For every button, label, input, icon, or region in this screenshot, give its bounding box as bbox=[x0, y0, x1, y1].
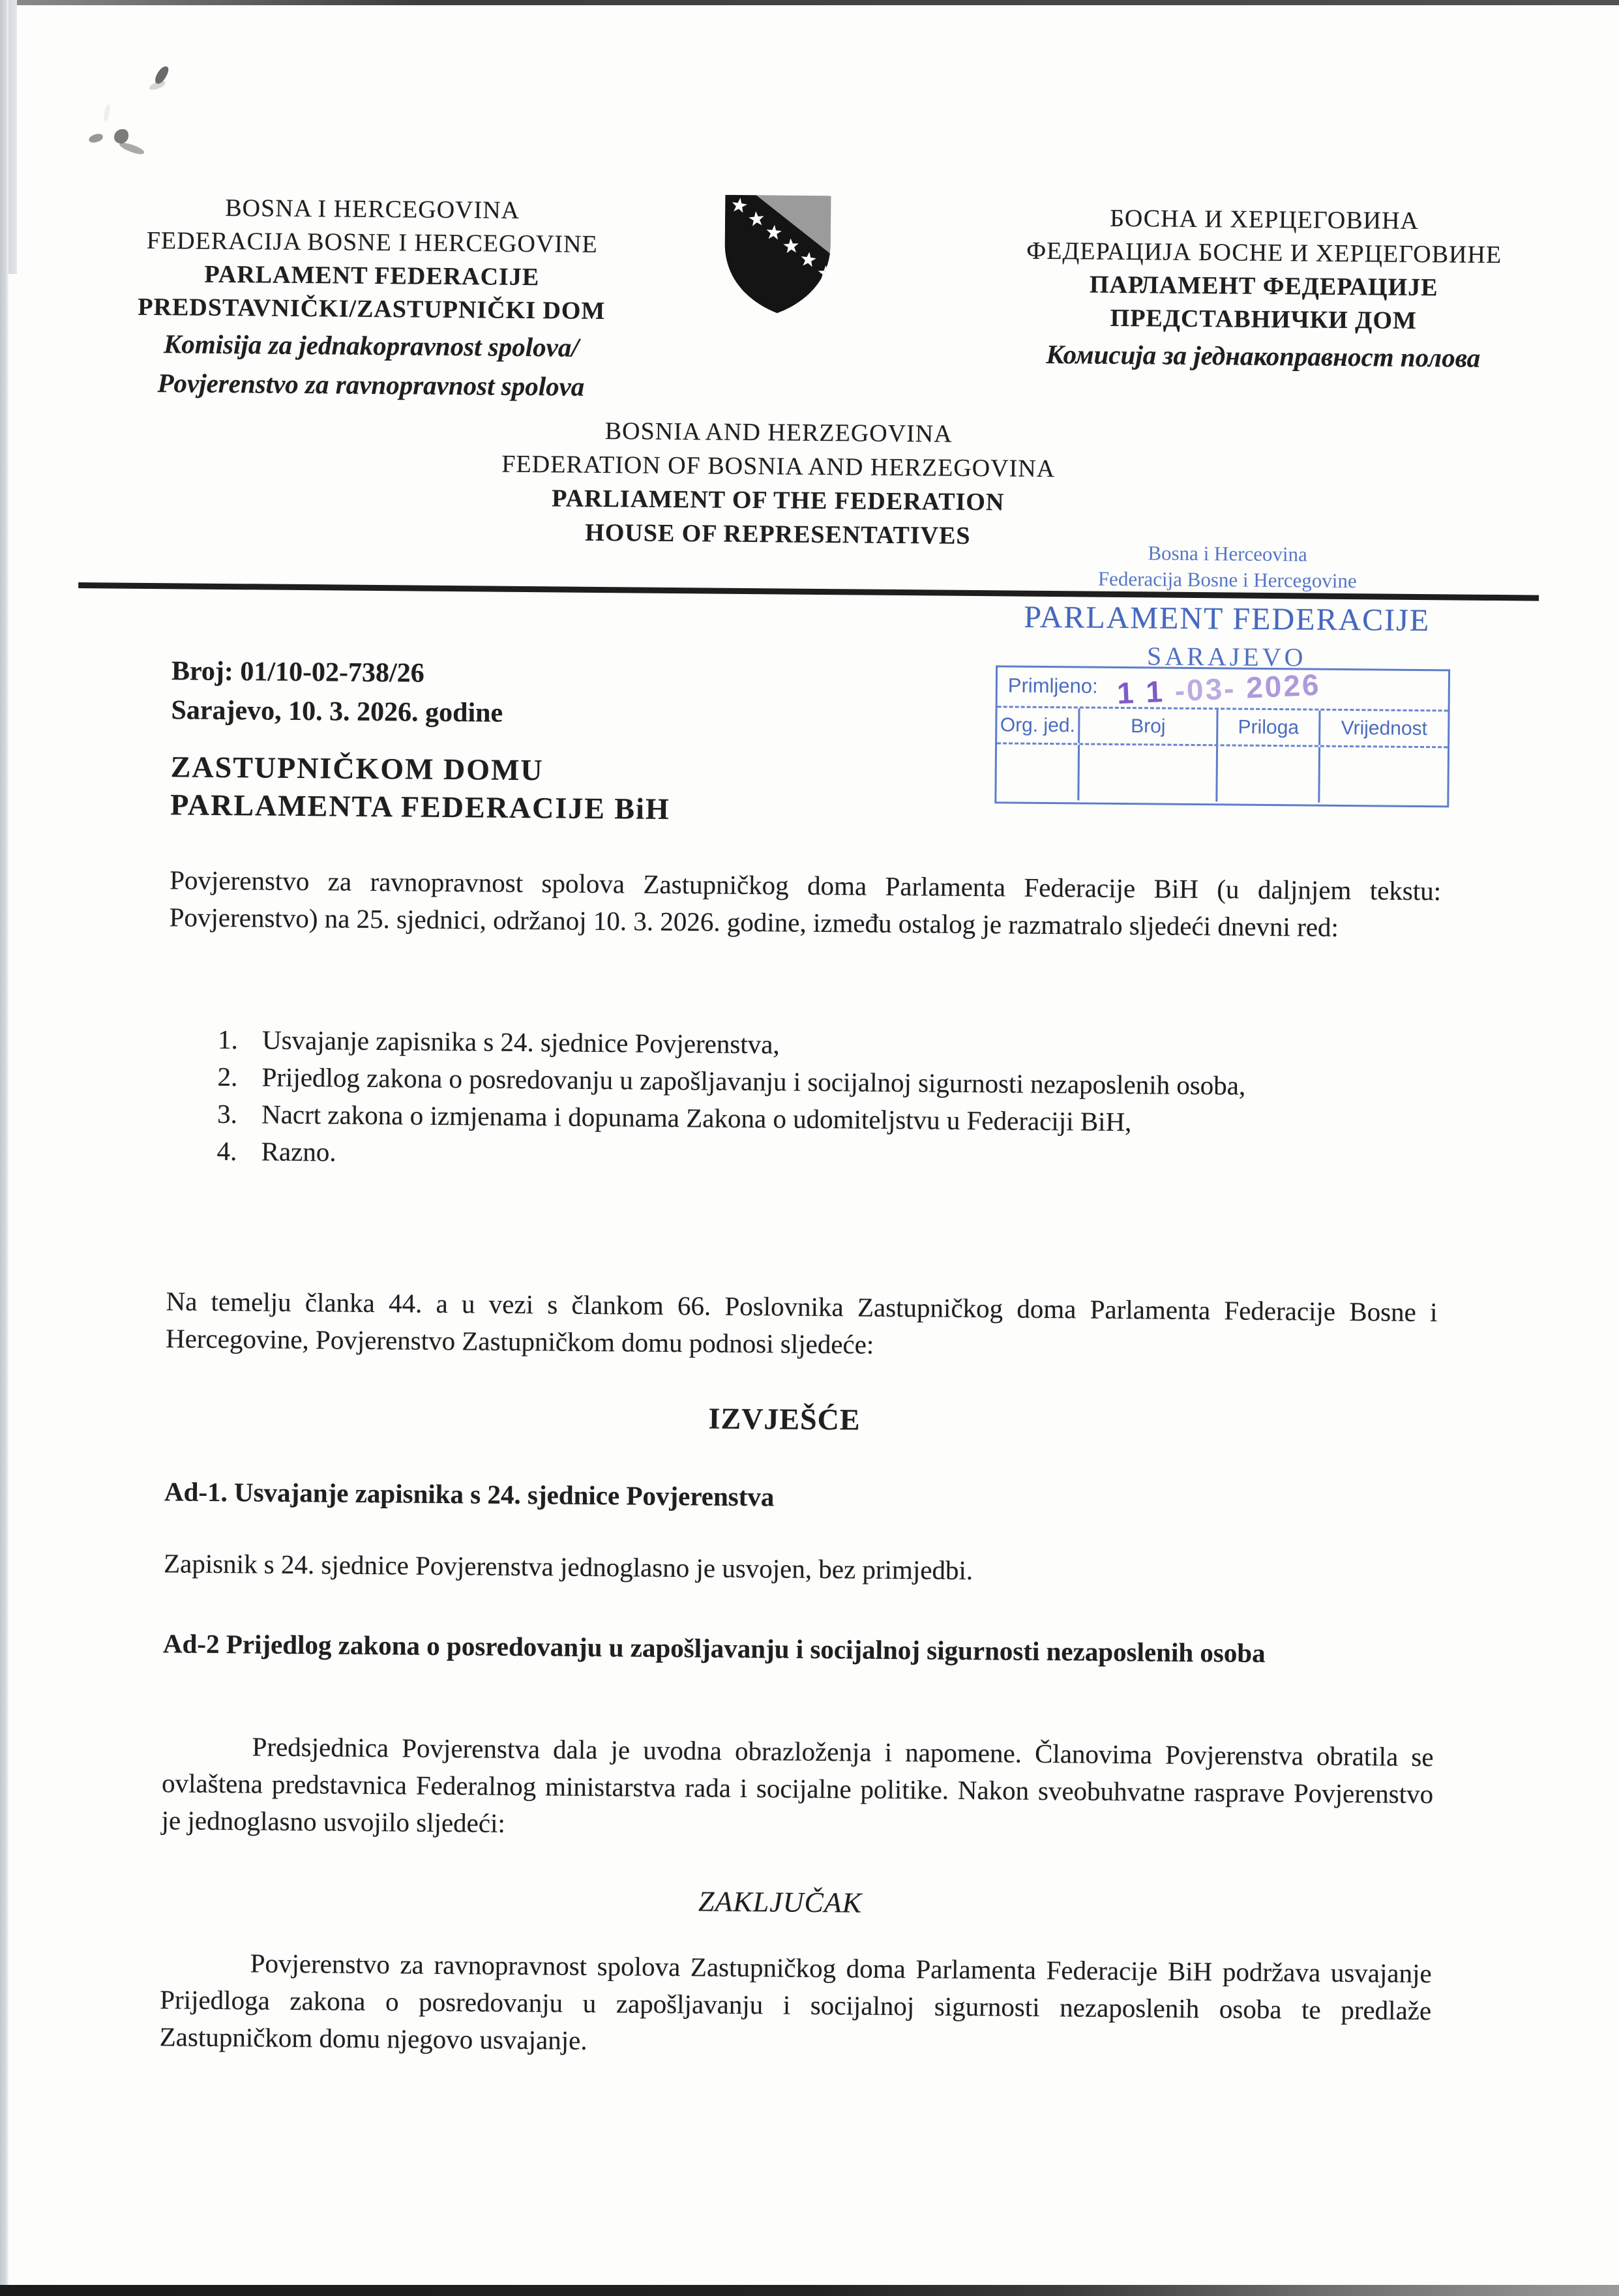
letterhead-line: БОСНА И ХЕРЦЕГОВИНА bbox=[1110, 204, 1419, 235]
date-stamp-year: 2026 bbox=[1245, 667, 1322, 705]
agenda-item-text: Nacrt zakona o izmjenama i dopunama Zakona o udomiteljstvu u Federaciji BiH, bbox=[261, 1099, 1132, 1137]
stamp-column-priloga: Priloga bbox=[1218, 709, 1320, 745]
stamp-cell-empty bbox=[996, 744, 1080, 800]
stamp-column-broj: Broj bbox=[1080, 708, 1218, 744]
stamp-received-label: Primljeno: bbox=[998, 667, 1449, 711]
conclusion-title: ZAKLJUČAK bbox=[698, 1885, 863, 1919]
letterhead-line: Komisija za jednakopravnost spolova/ bbox=[163, 329, 579, 363]
agenda-item-text: Usvajanje zapisnika s 24. sjednice Povjerenstva, bbox=[261, 1024, 780, 1060]
agenda-item-number: 4. bbox=[216, 1135, 237, 1167]
letterhead-line: PREDSTAVNIČKI/ZASTUPNIČKI DOM bbox=[138, 293, 606, 325]
bih-coat-of-arms-icon bbox=[719, 191, 837, 320]
legal-basis-paragraph: Na temelju članka 44. a u vezi s člankom 66. Poslovnika Zastupničkog doma Parlamenta Federacije Bosne i Hercegovine, Povjerenstvo Zastupničkom domu podnosi sljedeće: bbox=[165, 1286, 1438, 1360]
stamp-cell-empty bbox=[1079, 745, 1218, 801]
letterhead-line: BOSNA I HERCEGOVINA bbox=[225, 194, 520, 224]
place-and-date: Sarajevo, 10. 3. 2026. godine bbox=[171, 695, 503, 728]
letterhead-line: ПРЕДСТАВНИЧКИ ДОМ bbox=[1110, 304, 1418, 335]
stamp-cell-empty bbox=[1217, 746, 1320, 802]
letterhead-line: FEDERATION OF BOSNIA AND HERZEGOVINA bbox=[501, 450, 1056, 483]
agenda-item-text: Prijedlog zakona o posredovanju u zapošljavanju i socijalnoj sigurnosti nezaposlenih osoba, bbox=[261, 1062, 1246, 1101]
letterhead-line: Комисија за једнакоправност полова bbox=[1046, 338, 1481, 373]
recipient-line: ZASTUPNIČKOM DOMU bbox=[170, 750, 544, 787]
recipient-block bbox=[170, 748, 670, 828]
agenda-item-number: 1. bbox=[217, 1024, 239, 1055]
report-title: IZVJEŠĆE bbox=[708, 1401, 861, 1437]
date-stamp-day: 1 1 bbox=[1116, 674, 1166, 711]
ad1-heading: Ad-1. Usvajanje zapisnika s 24. sjednice Povjerenstva bbox=[164, 1476, 775, 1512]
letterhead-line: Povjerenstvo za ravnopravnost spolova bbox=[157, 368, 585, 402]
conclusion-paragraph: Povjerenstvo za ravnopravnost spolova Zastupničkog doma Parlamenta Federacije BiH podržava usvajanje Prijedloga zakona o posredovanju u zapošljavanju i socijalnoj sigurnosti nezaposlenih osoba te predlaže Zastupničkom domu njegovo usvajanje. bbox=[159, 1948, 1432, 2055]
letterhead-line: PARLAMENT FEDERACIJE bbox=[204, 260, 540, 291]
stamp-column-org-jed: Org. jed. bbox=[997, 708, 1080, 743]
recipient-line: PARLAMENTA FEDERACIJE BiH bbox=[170, 788, 670, 826]
letterhead-cyrillic bbox=[937, 201, 1590, 379]
date-stamp-month: -03- bbox=[1174, 671, 1237, 708]
ad2-heading: Ad-2 Prijedlog zakona o posredovanju u zapošljavanju i socijalnoj sigurnosti nezaposlenih osoba bbox=[162, 1628, 1266, 1668]
letterhead-line: FEDERACIJA BOSNE I HERCEGOVINE bbox=[146, 226, 598, 258]
stamp-table-empty-row bbox=[996, 744, 1448, 803]
letterhead-line: ПАРЛАМЕНТ ФЕДЕРАЦИЈЕ bbox=[1089, 271, 1438, 302]
agenda-list bbox=[216, 1021, 1441, 1180]
agenda-item-number: 2. bbox=[217, 1061, 238, 1092]
reference-number: Broj: 01/10-02-738/26 bbox=[171, 656, 424, 689]
stamp-table-header-row bbox=[997, 708, 1448, 748]
stamp-column-vrijednost: Vrijednost bbox=[1341, 717, 1428, 739]
stamp-line: Bosna i Herceovina bbox=[1148, 541, 1308, 566]
ad2-discussion-paragraph: Predsjednica Povjerenstva dala je uvodna obrazloženja i napomene. Članovima Povjerenstva obratila se ovlaštena predstavnica Federalnog ministarstva rada i socijalne politike. Nakon sveobuhvatne rasprave Povjerenstvo je jednoglasno usvojilo sljedeći: bbox=[161, 1731, 1434, 1838]
letterhead-latin bbox=[74, 190, 670, 407]
agenda-item-text: Razno. bbox=[261, 1136, 336, 1167]
intro-paragraph: Povjerenstvo za ravnopravnost spolova Zastupničkog doma Parlamenta Federacije BiH (u daljnjem tekstu: Povjerenstvo) na 25. sjednici, održanoj 10. 3. 2026. godine, između ostalog je razmatralo sljedeći dnevni red: bbox=[169, 865, 1442, 942]
receipt-stamp-header bbox=[999, 539, 1456, 595]
letterhead-line: PARLIAMENT OF THE FEDERATION bbox=[552, 485, 1005, 516]
stamp-city: SARAJEVO bbox=[1146, 641, 1307, 672]
ad1-text: Zapisnik s 24. sjednice Povjerenstva jednoglasno je usvojen, bez primjedbi. bbox=[163, 1548, 973, 1586]
reference-block bbox=[171, 651, 503, 732]
letterhead-english bbox=[269, 411, 1288, 556]
stamp-line: Federacija Bosne i Hercegovine bbox=[1097, 567, 1357, 593]
letterhead-line: BOSNIA AND HERZEGOVINA bbox=[604, 417, 953, 448]
letterhead-line: HOUSE OF REPRESENTATIVES bbox=[585, 518, 971, 550]
stamp-cell-empty bbox=[1320, 747, 1448, 804]
agenda-item-number: 3. bbox=[216, 1098, 238, 1129]
stamp-title: PARLAMENT FEDERACIJE bbox=[1024, 599, 1431, 638]
letterhead-line: ФЕДЕРАЦИЈА БОСНЕ И ХЕРЦЕГОВИНЕ bbox=[1026, 237, 1502, 269]
